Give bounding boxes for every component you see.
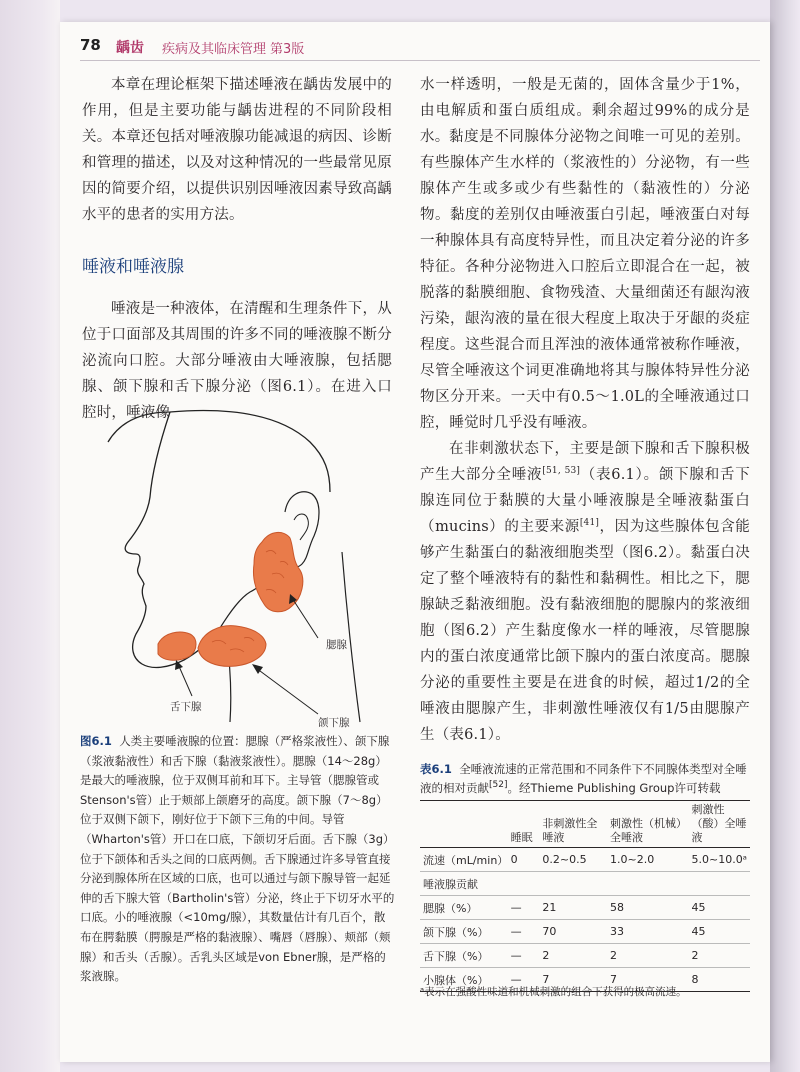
page-gutter-shadow [0, 0, 60, 1072]
table-row: 流速（mL/min） 0 0.2~0.5 1.0~2.0 5.0~10.0ᵃ [420, 848, 750, 872]
parotid-arrow [292, 598, 318, 638]
table-caption: 表6.1 全唾液流速的正常范围和不同条件下不同腺体类型对全唾液的相对贡献[52]。经Thieme Publishing Group许可转载 [420, 762, 747, 795]
table-footnote: ᵃ表示在强酸性味道和机械刺激的组合下获得的极高流速。 [420, 986, 687, 998]
face-profile [125, 412, 220, 667]
table-header-row [420, 801, 750, 848]
neck-back [342, 552, 360, 722]
table-caption-label: 表6.1 [420, 762, 452, 776]
label-sublingual: 舌下腺 [170, 701, 202, 713]
section-heading: 唾液和唾液腺 [82, 257, 184, 277]
label-parotid: 腮腺 [326, 639, 347, 651]
sublingual-arrow [178, 664, 192, 696]
table-row: 颌下腺（%） — 70 33 45 [420, 920, 750, 944]
table-row: 腮腺（%） — 21 58 45 [420, 896, 750, 920]
section-paragraph: 唾液是一种液体，在清醒和生理条件下，从位于口面部及其周围的许多不同的唾液腺不断分泌流向口腔。大部分唾液由大唾液腺，包括腮腺、颌下腺和舌下腺分泌（图6.1）。在进入口腔时，唾液像 [82, 301, 392, 421]
citation-51-53: [51, 53] [542, 466, 581, 477]
sublingual-gland [158, 632, 196, 660]
col-sleep: 睡眠 [510, 831, 533, 844]
figure-caption [80, 732, 396, 987]
book-title: 龋齿 [116, 40, 144, 56]
citation-41: [41] [579, 518, 600, 529]
figure-caption-text: 人类主要唾液腺的位置：腮腺（严格浆液性）、颌下腺（浆液黏液性）和舌下腺（黏液浆液性）。腮腺（14～28g）是最大的唾液腺，位于双侧耳前和耳下。主导管（腮腺管或Stenson's管）止于颊部上颌磨牙的高度。颌下腺（7～8g）位于双侧下颌下，刚好位于下颌下三角的中间。导管（Wharton's管）开口在口底，下颌切牙后面。舌下腺（3g）位于下颌体和舌头之间的口底两侧。舌下腺通过许多导管直接分泌到腺体所在区域的口底，也可以通过与颌下腺导管一起延伸的舌下腺大管（Bartholin's管）分泌，终止于下切牙水平的口底。小的唾液腺（<10mg/腺），其数量估计有几百个，散布在腭黏膜（腭腺是严格的黏液腺）、嘴唇（唇腺）、颊部（颊腺）和舌头（舌腺）。舌乳头区域是von Ebner腺，是严格的浆液腺。 [80, 734, 395, 984]
table-row: 舌下腺（%） — 2 2 2 [420, 944, 750, 968]
page-edge-shadow [770, 0, 800, 1072]
citation-52: [52] [489, 780, 508, 791]
intro-paragraph: 本章在理论框架下描述唾液在龋齿发展中的作用，但是主要功能与龋齿进程的不同阶段相关。本章还包括对唾液腺功能减退的病因、诊断和管理的描述，以及对这种情况的一些最常见原因的简要介绍，以提供识别因唾液因素导致高龋水平的患者的实用方法。 [82, 77, 392, 223]
col-acid: 刺激性（酸）全唾液 [691, 803, 747, 844]
table-row: 唾液腺贡献 [420, 872, 750, 896]
col-unstimulated: 非刺激性全唾液 [542, 817, 598, 844]
submandibular-gland [198, 626, 266, 667]
book-page [60, 22, 770, 1062]
col-mechanical: 刺激性（机械）全唾液 [610, 817, 682, 844]
right-paragraph-2: 黏度是不同腺体分泌物之间唯一可见的差别。有些腺体产生水样的（浆液性的）分泌物，有一些腺体产生或多或少有些黏性的（黏液性的）分泌物。黏度的差别仅由唾液蛋白引起，唾液蛋白对每一种腺体具有高度特异性，而且决定着分泌的许多特征。各种分泌物进入口腔后立即混合在一起，被脱落的黏膜细胞、食物残渣、大量细菌还有龈沟液污染，龈沟液的量在很大程度上取决于牙龈的炎症程度。这些混合而且浑浊的液体通常被称作唾液，尽管全唾液这个词更准确地将其与腺体特异性分泌物区分开来。一天中有0.5～1.0L的全唾液通过口腔，睡觉时几乎没有唾液。 [420, 129, 750, 431]
saliva-flow-table [420, 800, 750, 992]
submandibular-arrow [256, 668, 318, 714]
salivary-gland-figure [80, 402, 410, 729]
figure-caption-label: 图6.1 [80, 734, 112, 748]
running-header [80, 34, 760, 61]
head-outline [108, 411, 330, 492]
label-submandibular: 颌下腺 [318, 717, 350, 729]
right-paragraph-1: 水一样透明，一般是无菌的，固体含量少于1%，由电解质和蛋白质组成。剩余超过99%的成分是水。 [420, 77, 750, 145]
right-paragraph-3: 在非刺激状态下，主要是颌下腺和舌下腺积极产生大部分全唾液[51, 53]（表6.1）。颌下腺和舌下腺连同位于黏膜的大量小唾液腺是全唾液黏蛋白（mucins）的主要来源[41]，因为这些腺体包含能够产生黏蛋白的黏液细胞类型（图6.2）。黏蛋白决定了整个唾液特有的黏性和黏稠性。相比之下，腮腺缺乏黏液细胞。没有黏液细胞的腮腺内的浆液细胞（图6.2）产生黏度像水一样的唾液，尽管腮腺内的蛋白浓度通常比颌下腺内的蛋白浓度高。腮腺分泌的重要性主要是在进食的时候，超过1/2的全唾液由腮腺产生，非刺激性唾液仅有1/5由腮腺产生（表6.1）。 [420, 441, 751, 743]
page-number: 78 [80, 36, 101, 54]
edition-label: 第3版 [270, 42, 305, 57]
table-row: 小腺体（%） — 7 7 8 [420, 968, 750, 992]
book-subtitle: 疾病及其临床管理 [162, 42, 267, 57]
